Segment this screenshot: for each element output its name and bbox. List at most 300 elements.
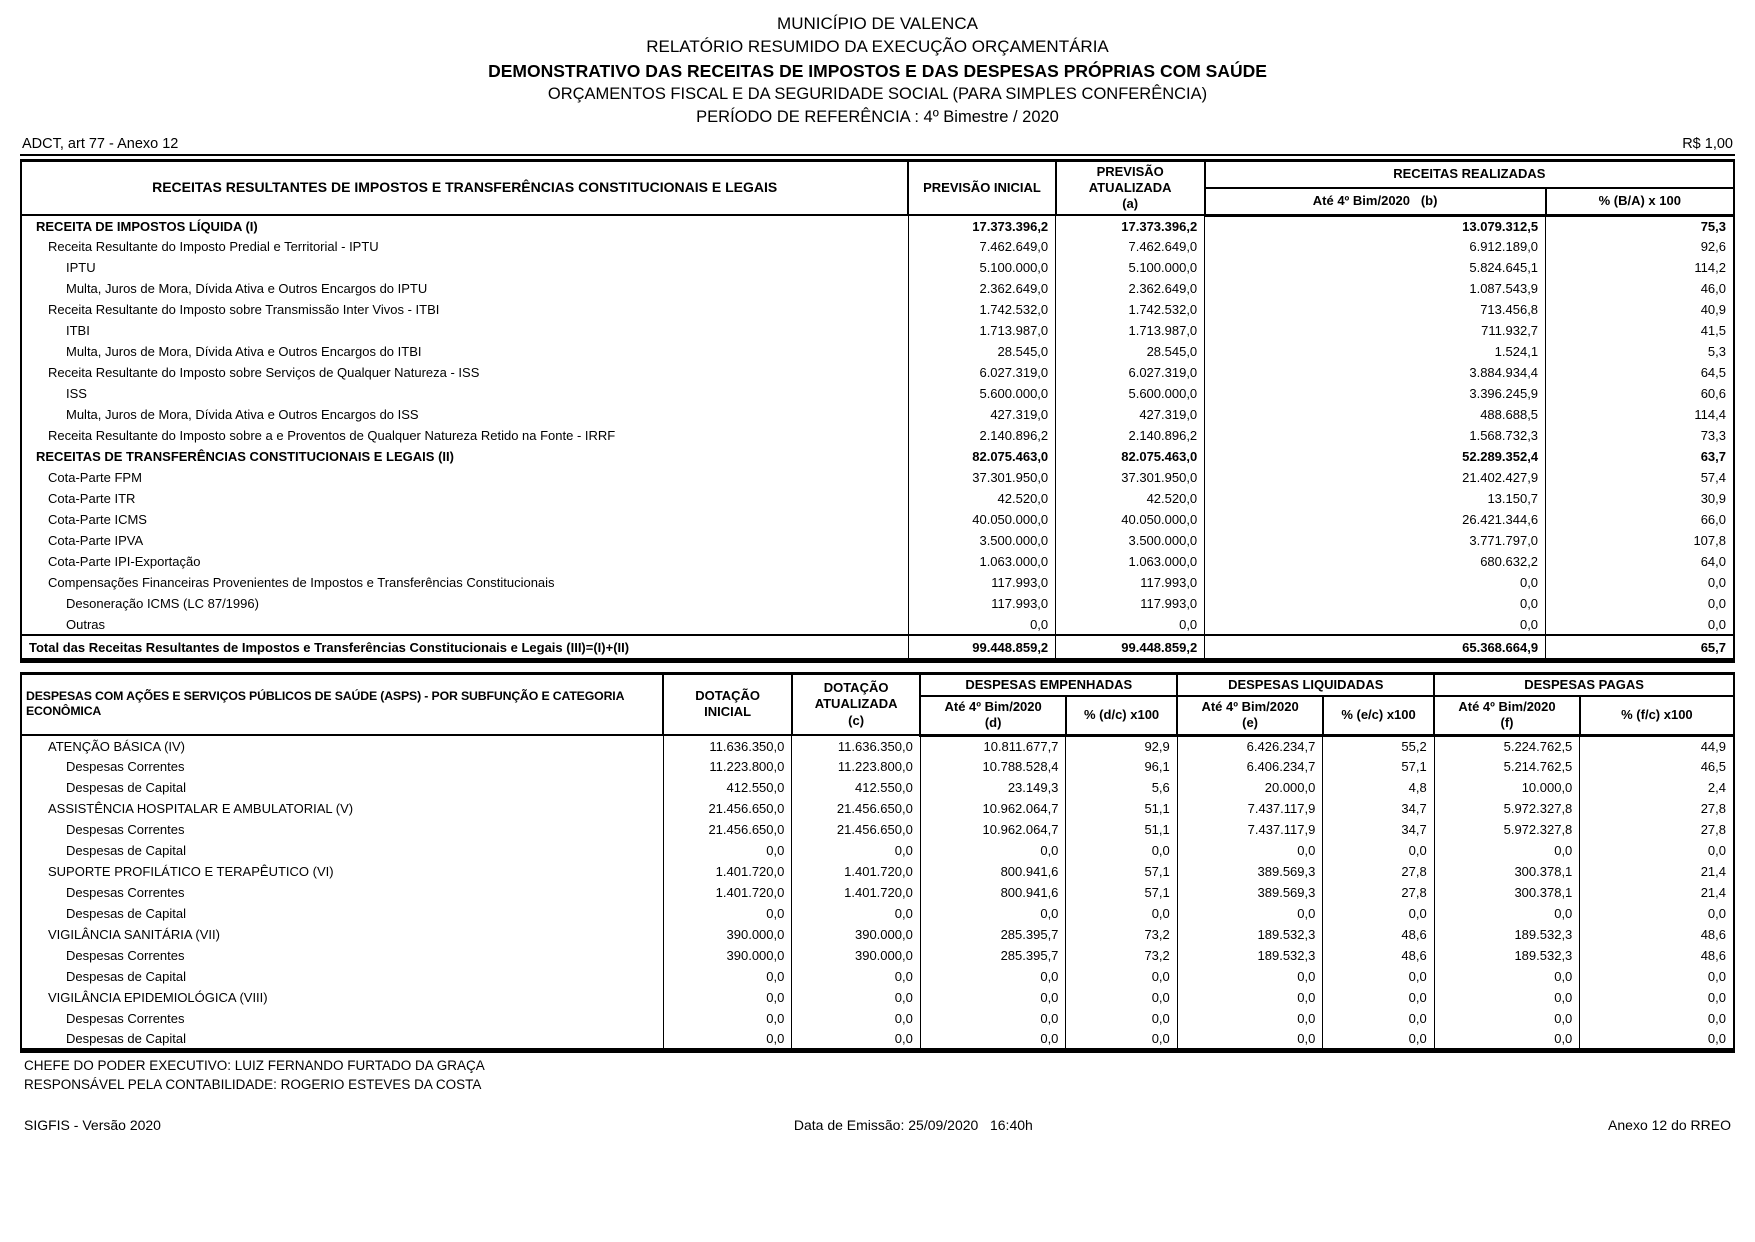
row-value: 427.319,0 — [908, 404, 1055, 425]
row-value: 73,2 — [1066, 924, 1177, 945]
row-value: 21.456.650,0 — [792, 819, 920, 840]
table-row — [21, 509, 1734, 530]
row-value: 189.532,3 — [1434, 924, 1580, 945]
row-value: 0,0 — [1580, 987, 1734, 1008]
row-value: 11.223.800,0 — [792, 756, 920, 777]
table-row — [21, 362, 1734, 383]
receitas-table — [20, 159, 1735, 663]
table-row — [21, 530, 1734, 551]
row-value: 46,0 — [1546, 278, 1734, 299]
receitas-total-pct: 65,7 — [1546, 635, 1734, 660]
row-value: 51,1 — [1066, 819, 1177, 840]
table-row — [21, 551, 1734, 572]
currency-unit: R$ 1,00 — [1682, 135, 1733, 152]
row-value: 0,0 — [1177, 840, 1323, 861]
row-value: 6.027.319,0 — [908, 362, 1055, 383]
table-row — [21, 278, 1734, 299]
row-value: 1.063.000,0 — [1056, 551, 1205, 572]
row-value: 60,6 — [1546, 383, 1734, 404]
row-value: 21.456.650,0 — [663, 819, 791, 840]
row-label: ASSISTÊNCIA HOSPITALAR E AMBULATORIAL (V) — [48, 801, 354, 817]
row-value: 51,1 — [1066, 798, 1177, 819]
row-value: 57,4 — [1546, 467, 1734, 488]
row-value: 57,1 — [1066, 861, 1177, 882]
row-value: 2.362.649,0 — [1056, 278, 1205, 299]
table-row — [21, 215, 1734, 236]
row-value: 0,0 — [1066, 966, 1177, 987]
row-value: 6.426.234,7 — [1177, 735, 1323, 756]
row-value: 0,0 — [920, 1008, 1066, 1029]
receitas-table-header — [21, 160, 1734, 215]
row-value: 30,9 — [1546, 488, 1734, 509]
row-value: 42.520,0 — [1056, 488, 1205, 509]
row-value: 1.713.987,0 — [1056, 320, 1205, 341]
row-value: 34,7 — [1323, 798, 1434, 819]
row-value: 0,0 — [1434, 1029, 1580, 1050]
annex-label: Anexo 12 do RREO — [1608, 1116, 1731, 1133]
row-value: 488.688,5 — [1205, 404, 1546, 425]
row-label: RECEITAS DE TRANSFERÊNCIAS CONSTITUCIONAIS E LEGAIS (II) — [36, 449, 454, 465]
table-row — [21, 756, 1734, 777]
receitas-total-previsao-inicial: 99.448.859,2 — [908, 635, 1055, 660]
row-value: 92,9 — [1066, 735, 1177, 756]
row-value: 0,0 — [1066, 1029, 1177, 1050]
row-value: 20.000,0 — [1177, 777, 1323, 798]
row-value: 189.532,3 — [1177, 924, 1323, 945]
row-value: 0,0 — [920, 987, 1066, 1008]
row-value: 17.373.396,2 — [908, 215, 1055, 236]
row-label: Despesas de Capital — [66, 1030, 186, 1046]
row-value: 0,0 — [920, 903, 1066, 924]
row-value: 0,0 — [1546, 572, 1734, 593]
row-label: Despesas Correntes — [66, 759, 185, 775]
col-dotacao-atualizada-line1: DOTAÇÃO — [823, 680, 889, 696]
row-value: 4,8 — [1323, 777, 1434, 798]
row-value: 52.289.352,4 — [1205, 446, 1546, 467]
row-label: Cota-Parte IPI-Exportação — [48, 554, 201, 570]
row-label: ATENÇÃO BÁSICA (IV) — [48, 738, 186, 754]
row-value: 5.600.000,0 — [1056, 383, 1205, 404]
col-liquidadas-bim-line2: (e) — [1242, 715, 1258, 731]
row-value: 40,9 — [1546, 299, 1734, 320]
row-label: Receita Resultante do Imposto sobre Transmissão Inter Vivos - ITBI — [48, 302, 440, 318]
table-row — [21, 572, 1734, 593]
row-value: 390.000,0 — [663, 924, 791, 945]
row-value: 48,6 — [1323, 924, 1434, 945]
row-value: 0,0 — [1580, 966, 1734, 987]
row-label: ISS — [66, 386, 87, 402]
row-value: 3.500.000,0 — [908, 530, 1055, 551]
row-value: 5.600.000,0 — [908, 383, 1055, 404]
row-value: 0,0 — [1177, 1029, 1323, 1050]
row-label: Multa, Juros de Mora, Dívida Ativa e Outros Encargos do ITBI — [66, 344, 422, 360]
row-label: Receita Resultante do Imposto Predial e Territorial - IPTU — [48, 239, 379, 255]
table-row — [21, 404, 1734, 425]
row-label: Cota-Parte ITR — [48, 491, 136, 507]
row-value: 63,7 — [1546, 446, 1734, 467]
row-value: 189.532,3 — [1177, 945, 1323, 966]
row-value: 412.550,0 — [792, 777, 920, 798]
emission-date: Data de Emissão: 25/09/2020 16:40h — [793, 1116, 1033, 1133]
col-previsao-atualizada-line2: (a) — [1122, 196, 1139, 212]
row-label: Outras — [66, 616, 106, 632]
row-value: 42.520,0 — [908, 488, 1055, 509]
group-despesas-pagas: DESPESAS PAGAS — [1434, 673, 1734, 696]
row-label: Despesas Correntes — [66, 822, 185, 838]
row-value: 2.140.896,2 — [908, 425, 1055, 446]
table-row — [21, 614, 1734, 635]
row-value: 0,0 — [1580, 840, 1734, 861]
row-value: 389.569,3 — [1177, 882, 1323, 903]
col-liquidadas-bim-line1: Até 4º Bim/2020 — [1201, 699, 1299, 715]
row-value: 285.395,7 — [920, 924, 1066, 945]
row-value: 117.993,0 — [908, 572, 1055, 593]
row-value: 0,0 — [1066, 903, 1177, 924]
row-label: Multa, Juros de Mora, Dívida Ativa e Outros Encargos do IPTU — [66, 281, 428, 297]
row-value: 1.087.543,9 — [1205, 278, 1546, 299]
row-value: 0,0 — [1323, 987, 1434, 1008]
table-row — [21, 861, 1734, 882]
page-footer — [20, 1117, 1735, 1133]
row-label: Despesas Correntes — [66, 948, 185, 964]
row-value: 800.941,6 — [920, 882, 1066, 903]
row-value: 0,0 — [908, 614, 1055, 635]
budget-scope-subtitle: ORÇAMENTOS FISCAL E DA SEGURIDADE SOCIAL (PARA SIMPLES CONFERÊNCIA) — [547, 85, 1208, 104]
row-value: 1.742.532,0 — [1056, 299, 1205, 320]
row-value: 0,0 — [1434, 1008, 1580, 1029]
meta-row — [20, 136, 1735, 156]
row-value: 0,0 — [1434, 840, 1580, 861]
table-row — [21, 467, 1734, 488]
row-value: 37.301.950,0 — [1056, 467, 1205, 488]
row-value: 21,4 — [1580, 882, 1734, 903]
row-value: 0,0 — [1323, 1008, 1434, 1029]
row-label: Receita Resultante do Imposto sobre Serviços de Qualquer Natureza - ISS — [48, 365, 480, 381]
row-value: 0,0 — [792, 840, 920, 861]
row-value: 6.406.234,7 — [1177, 756, 1323, 777]
row-value: 6.912.189,0 — [1205, 236, 1546, 257]
col-pagas-bim-line2: (f) — [1500, 715, 1514, 731]
table-row — [21, 425, 1734, 446]
row-value: 0,0 — [1177, 1008, 1323, 1029]
row-value: 73,2 — [1066, 945, 1177, 966]
row-value: 0,0 — [1434, 966, 1580, 987]
group-despesas-liquidadas: DESPESAS LIQUIDADAS — [1177, 673, 1434, 696]
col-realizadas-bim: Até 4º Bim/2020 (b) — [1205, 188, 1546, 216]
row-value: 10.000,0 — [1434, 777, 1580, 798]
row-value: 285.395,7 — [920, 945, 1066, 966]
row-value: 117.993,0 — [1056, 572, 1205, 593]
col-pagas-bim — [1434, 696, 1580, 735]
receitas-total-realizadas: 65.368.664,9 — [1205, 635, 1546, 660]
row-value: 73,3 — [1546, 425, 1734, 446]
row-value: 0,0 — [1205, 593, 1546, 614]
row-label: Despesas de Capital — [66, 906, 186, 922]
row-value: 0,0 — [1323, 840, 1434, 861]
municipality-title: MUNICÍPIO DE VALENCA — [777, 14, 978, 33]
table-row — [21, 257, 1734, 278]
row-value: 96,1 — [1066, 756, 1177, 777]
row-value: 7.437.117,9 — [1177, 798, 1323, 819]
row-value: 23.149,3 — [920, 777, 1066, 798]
table-row — [21, 966, 1734, 987]
row-value: 0,0 — [792, 987, 920, 1008]
group-despesas-empenhadas: DESPESAS EMPENHADAS — [920, 673, 1177, 696]
row-value: 300.378,1 — [1434, 861, 1580, 882]
row-value: 13.079.312,5 — [1205, 215, 1546, 236]
col-pagas-bim-line1: Até 4º Bim/2020 — [1458, 699, 1556, 715]
row-label: Despesas de Capital — [66, 780, 186, 796]
table-row — [21, 840, 1734, 861]
table-row — [21, 945, 1734, 966]
row-value: 0,0 — [920, 840, 1066, 861]
col-dotacao-atualizada-line2: ATUALIZADA — [814, 696, 898, 712]
receitas-header-label: RECEITAS RESULTANTES DE IMPOSTOS E TRANSFERÊNCIAS CONSTITUCIONAIS E LEGAIS — [21, 160, 908, 215]
table-row — [21, 236, 1734, 257]
row-value: 75,3 — [1546, 215, 1734, 236]
row-value: 0,0 — [1066, 987, 1177, 1008]
row-value: 21.402.427,9 — [1205, 467, 1546, 488]
row-value: 5.224.762,5 — [1434, 735, 1580, 756]
row-value: 66,0 — [1546, 509, 1734, 530]
col-pagas-pct: % (f/c) x100 — [1580, 696, 1734, 735]
row-value: 10.962.064,7 — [920, 798, 1066, 819]
row-value: 0,0 — [663, 1029, 791, 1050]
row-label: Cota-Parte ICMS — [48, 512, 147, 528]
row-value: 390.000,0 — [792, 924, 920, 945]
row-value: 0,0 — [1434, 987, 1580, 1008]
row-value: 6.027.319,0 — [1056, 362, 1205, 383]
row-value: 5.824.645,1 — [1205, 257, 1546, 278]
col-previsao-inicial: PREVISÃO INICIAL — [908, 160, 1055, 215]
row-value: 5,3 — [1546, 341, 1734, 362]
row-value: 0,0 — [1066, 840, 1177, 861]
row-value: 27,8 — [1580, 798, 1734, 819]
table-row — [21, 819, 1734, 840]
table-row — [21, 488, 1734, 509]
row-value: 0,0 — [792, 903, 920, 924]
row-value: 0,0 — [1546, 593, 1734, 614]
row-value: 0,0 — [1323, 966, 1434, 987]
row-label: IPTU — [66, 260, 96, 276]
row-value: 2.140.896,2 — [1056, 425, 1205, 446]
row-value: 7.462.649,0 — [908, 236, 1055, 257]
table-row — [21, 593, 1734, 614]
row-value: 114,2 — [1546, 257, 1734, 278]
receitas-total-previsao-atualizada: 99.448.859,2 — [1056, 635, 1205, 660]
despesas-table-header — [21, 673, 1734, 735]
row-value: 48,6 — [1580, 945, 1734, 966]
row-value: 300.378,1 — [1434, 882, 1580, 903]
row-value: 7.462.649,0 — [1056, 236, 1205, 257]
table-row — [21, 1029, 1734, 1050]
table-row — [21, 383, 1734, 404]
row-value: 1.742.532,0 — [908, 299, 1055, 320]
row-label: Cota-Parte IPVA — [48, 533, 144, 549]
table-row — [21, 777, 1734, 798]
row-value: 92,6 — [1546, 236, 1734, 257]
row-value: 48,6 — [1580, 924, 1734, 945]
row-label: VIGILÂNCIA SANITÁRIA (VII) — [48, 927, 220, 943]
statement-title: DEMONSTRATIVO DAS RECEITAS DE IMPOSTOS E DAS DESPESAS PRÓPRIAS COM SAÚDE — [488, 60, 1267, 81]
col-empenhadas-bim — [920, 696, 1066, 735]
row-value: 0,0 — [663, 966, 791, 987]
despesas-header-label: DESPESAS COM AÇÕES E SERVIÇOS PÚBLICOS DE SAÚDE (ASPS) - POR SUBFUNÇÃO E CATEGORIA ECONÔMICA — [21, 673, 663, 735]
row-value: 0,0 — [1205, 614, 1546, 635]
row-value: 189.532,3 — [1434, 945, 1580, 966]
accountant-line: RESPONSÁVEL PELA CONTABILIDADE: ROGERIO ESTEVES DA COSTA — [24, 1077, 482, 1093]
row-value: 800.941,6 — [920, 861, 1066, 882]
row-value: 1.401.720,0 — [792, 861, 920, 882]
row-value: 5.100.000,0 — [908, 257, 1055, 278]
row-value: 3.884.934,4 — [1205, 362, 1546, 383]
row-value: 117.993,0 — [1056, 593, 1205, 614]
row-value: 64,0 — [1546, 551, 1734, 572]
row-value: 40.050.000,0 — [908, 509, 1055, 530]
row-value: 0,0 — [1580, 1008, 1734, 1029]
row-value: 5.972.327,8 — [1434, 798, 1580, 819]
annex-reference: ADCT, art 77 - Anexo 12 — [22, 135, 179, 152]
row-value: 82.075.463,0 — [1056, 446, 1205, 467]
row-value: 17.373.396,2 — [1056, 215, 1205, 236]
row-value: 0,0 — [792, 966, 920, 987]
row-value: 0,0 — [1177, 966, 1323, 987]
row-value: 0,0 — [663, 840, 791, 861]
row-value: 46,5 — [1580, 756, 1734, 777]
row-value: 37.301.950,0 — [908, 467, 1055, 488]
row-label: SUPORTE PROFILÁTICO E TERAPÊUTICO (VI) — [48, 864, 334, 880]
row-value: 10.811.677,7 — [920, 735, 1066, 756]
despesas-table — [20, 672, 1735, 1053]
row-value: 0,0 — [920, 966, 1066, 987]
col-liquidadas-bim — [1177, 696, 1323, 735]
row-value: 13.150,7 — [1205, 488, 1546, 509]
col-empenhadas-pct: % (d/c) x100 — [1066, 696, 1177, 735]
table-row — [21, 903, 1734, 924]
row-value: 0,0 — [1066, 1008, 1177, 1029]
col-dotacao-inicial-line1: DOTAÇÃO — [695, 688, 760, 704]
despesas-table-body — [21, 735, 1734, 1050]
row-value: 57,1 — [1323, 756, 1434, 777]
row-value: 0,0 — [1323, 903, 1434, 924]
row-value: 82.075.463,0 — [908, 446, 1055, 467]
receitas-table-footer — [21, 635, 1734, 660]
row-value: 3.500.000,0 — [1056, 530, 1205, 551]
row-value: 27,8 — [1323, 861, 1434, 882]
row-label: Despesas Correntes — [66, 1011, 185, 1027]
row-value: 114,4 — [1546, 404, 1734, 425]
reference-period: PERÍODO DE REFERÊNCIA : 4º Bimestre / 2020 — [696, 107, 1059, 126]
signature-block — [20, 1053, 1735, 1095]
row-value: 711.932,7 — [1205, 320, 1546, 341]
row-value: 0,0 — [792, 1029, 920, 1050]
report-title: RELATÓRIO RESUMIDO DA EXECUÇÃO ORÇAMENTÁRIA — [646, 37, 1109, 57]
table-row — [21, 1008, 1734, 1029]
row-value: 713.456,8 — [1205, 299, 1546, 320]
row-value: 3.396.245,9 — [1205, 383, 1546, 404]
col-liquidadas-pct: % (e/c) x100 — [1323, 696, 1434, 735]
row-value: 27,8 — [1323, 882, 1434, 903]
row-value: 0,0 — [1177, 987, 1323, 1008]
row-value: 2.362.649,0 — [908, 278, 1055, 299]
row-value: 0,0 — [1580, 903, 1734, 924]
col-dotacao-atualizada-line3: (c) — [848, 712, 865, 728]
row-value: 11.636.350,0 — [792, 735, 920, 756]
table-row — [21, 735, 1734, 756]
col-dotacao-inicial — [663, 673, 791, 735]
row-label: RECEITA DE IMPOSTOS LÍQUIDA (I) — [36, 218, 258, 234]
row-value: 44,9 — [1580, 735, 1734, 756]
row-value: 5,6 — [1066, 777, 1177, 798]
row-value: 55,2 — [1323, 735, 1434, 756]
row-value: 48,6 — [1323, 945, 1434, 966]
row-value: 1.524,1 — [1205, 341, 1546, 362]
col-dotacao-inicial-line2: INICIAL — [704, 704, 752, 720]
row-value: 412.550,0 — [663, 777, 791, 798]
table-row — [21, 341, 1734, 362]
row-label: Desoneração ICMS (LC 87/1996) — [66, 596, 259, 612]
row-label: Receita Resultante do Imposto sobre a e Proventos de Qualquer Natureza Retido na Fonte - IRRF — [48, 428, 616, 444]
row-label: Cota-Parte FPM — [48, 470, 142, 486]
row-label: Multa, Juros de Mora, Dívida Ativa e Outros Encargos do ISS — [66, 407, 419, 423]
row-value: 28.545,0 — [908, 341, 1055, 362]
row-label: Compensações Financeiras Provenientes de Impostos e Transferências Constitucionais — [48, 575, 555, 591]
executive-chief-line: CHEFE DO PODER EXECUTIVO: LUIZ FERNANDO FURTADO DA GRAÇA — [24, 1057, 485, 1073]
row-value: 0,0 — [1205, 572, 1546, 593]
row-value: 5.972.327,8 — [1434, 819, 1580, 840]
row-value: 27,8 — [1580, 819, 1734, 840]
col-previsao-atualizada-line1: PREVISÃO ATUALIZADA — [1088, 163, 1172, 195]
row-value: 389.569,3 — [1177, 861, 1323, 882]
row-value: 117.993,0 — [908, 593, 1055, 614]
row-value: 1.401.720,0 — [663, 882, 791, 903]
row-value: 0,0 — [1580, 1029, 1734, 1050]
col-previsao-atualizada — [1056, 160, 1205, 215]
row-value: 10.788.528,4 — [920, 756, 1066, 777]
row-value: 0,0 — [1323, 1029, 1434, 1050]
col-dotacao-atualizada — [792, 673, 920, 735]
row-value: 57,1 — [1066, 882, 1177, 903]
row-value: 5.214.762,5 — [1434, 756, 1580, 777]
col-empenhadas-bim-line2: (d) — [984, 715, 1002, 731]
row-label: Despesas de Capital — [66, 969, 186, 985]
row-value: 427.319,0 — [1056, 404, 1205, 425]
row-value: 0,0 — [663, 987, 791, 1008]
table-row — [21, 798, 1734, 819]
receitas-total-label: Total das Receitas Resultantes de Impostos e Transferências Constitucionais e Legais (III)=(I)+(II) — [21, 635, 908, 660]
document-header — [20, 12, 1735, 129]
row-value: 1.401.720,0 — [792, 882, 920, 903]
row-value: 11.636.350,0 — [663, 735, 791, 756]
row-label: ITBI — [66, 323, 90, 339]
row-value: 0,0 — [1177, 903, 1323, 924]
row-value: 21.456.650,0 — [792, 798, 920, 819]
row-value: 3.771.797,0 — [1205, 530, 1546, 551]
row-value: 1.568.732,3 — [1205, 425, 1546, 446]
row-value: 11.223.800,0 — [663, 756, 791, 777]
row-value: 0,0 — [792, 1008, 920, 1029]
row-label: VIGILÂNCIA EPIDEMIOLÓGICA (VIII) — [48, 990, 268, 1006]
row-value: 21,4 — [1580, 861, 1734, 882]
row-value: 10.962.064,7 — [920, 819, 1066, 840]
row-value: 2,4 — [1580, 777, 1734, 798]
col-realizadas-pct: % (B/A) x 100 — [1546, 188, 1734, 216]
row-label: Despesas de Capital — [66, 843, 186, 859]
table-row — [21, 320, 1734, 341]
row-value: 21.456.650,0 — [663, 798, 791, 819]
row-value: 5.100.000,0 — [1056, 257, 1205, 278]
row-value: 0,0 — [663, 903, 791, 924]
